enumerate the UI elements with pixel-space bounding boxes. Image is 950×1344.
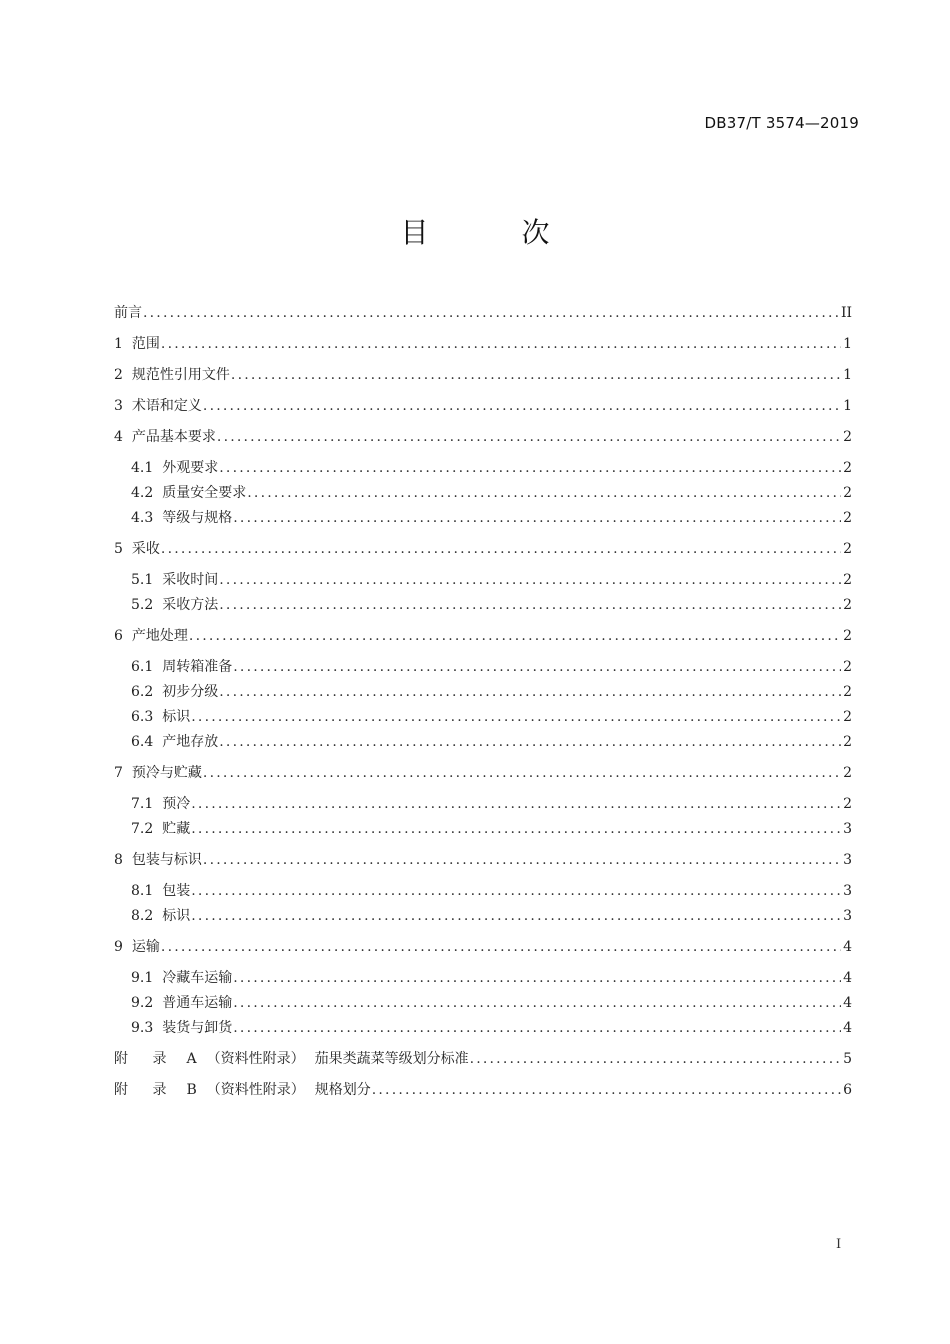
toc-entry-label: 预冷 <box>162 796 191 812</box>
toc-entry-label: 术语和定义 <box>131 398 202 414</box>
toc-entry-page: 1 <box>843 367 852 383</box>
toc-entry-page: 1 <box>843 398 852 414</box>
toc-entry-8-2[interactable] <box>131 906 852 926</box>
dot-leader <box>231 365 841 385</box>
annex-title: 规格划分 <box>314 1082 371 1098</box>
page-number: I <box>836 1237 842 1252</box>
toc-entry-page: 2 <box>843 659 852 675</box>
annex-label: 附 录 <box>114 1051 177 1067</box>
toc-entry-4[interactable] <box>114 427 852 447</box>
toc-entry-page: 2 <box>843 510 852 526</box>
dot-leader <box>233 1018 841 1038</box>
document-number: DB37/T 3574—2019 <box>704 114 859 132</box>
dot-leader <box>219 732 841 752</box>
toc-entry-7-2[interactable] <box>131 819 852 839</box>
toc-entry-4-2[interactable] <box>131 483 852 503</box>
dot-leader <box>191 906 841 926</box>
annex-note: （资料性附录） <box>206 1082 305 1098</box>
toc-entry-number: 7.1 <box>131 796 154 812</box>
toc-entry-number: 9.3 <box>131 1020 154 1036</box>
annex-title: 茄果类蔬菜等级划分标准 <box>314 1051 469 1067</box>
toc-entry-number: 5 <box>114 541 123 557</box>
toc-entry-9-3[interactable] <box>131 1018 852 1038</box>
toc-entry-page: 2 <box>843 541 852 557</box>
toc-entry-label: 产品基本要求 <box>131 429 216 445</box>
toc-entry-page: 2 <box>843 460 852 476</box>
toc-entry-3[interactable] <box>114 396 852 416</box>
toc-entry-5-1[interactable] <box>131 570 852 590</box>
dot-leader <box>161 539 841 559</box>
toc-entry-label: 外观要求 <box>162 460 219 476</box>
toc-entry-label: 装货与卸货 <box>162 1020 233 1036</box>
toc-entry-6[interactable] <box>114 626 852 646</box>
toc-entry-page: 2 <box>843 709 852 725</box>
toc-entry-label: 质量安全要求 <box>162 485 247 501</box>
toc-entry-page: 3 <box>843 908 852 924</box>
dot-leader <box>161 937 841 957</box>
toc-entry-number: 5.1 <box>131 572 154 588</box>
dot-leader <box>203 396 841 416</box>
dot-leader <box>233 508 841 528</box>
toc-entry-label: 初步分级 <box>162 684 219 700</box>
toc-entry-page: 3 <box>843 883 852 899</box>
dot-leader <box>217 427 841 447</box>
toc-entry-number: 4.1 <box>131 460 154 476</box>
toc-entry-label: 预冷与贮藏 <box>131 765 202 781</box>
toc-entry-label: 规范性引用文件 <box>131 367 230 383</box>
dot-leader <box>233 657 841 677</box>
toc-entry-number: 6.4 <box>131 734 154 750</box>
toc-entry-number: 6.1 <box>131 659 154 675</box>
toc-entry-page: 4 <box>843 1020 852 1036</box>
toc-entry-number: 9.1 <box>131 970 154 986</box>
toc-entry-label: 产地处理 <box>131 628 188 644</box>
toc-entry-6-2[interactable] <box>131 682 852 702</box>
toc-entry-number: 6 <box>114 628 123 644</box>
toc-entry-1[interactable] <box>114 334 852 354</box>
toc-entry-page: 5 <box>843 1051 852 1067</box>
annex-letter: A <box>186 1051 197 1067</box>
toc-entry-8[interactable] <box>114 850 852 870</box>
page-title: 目 次 <box>400 216 592 249</box>
dot-leader <box>219 570 841 590</box>
toc-entry-number: 4.2 <box>131 485 154 501</box>
toc-entry-page: 2 <box>843 796 852 812</box>
dot-leader <box>203 850 841 870</box>
toc-entry-2[interactable] <box>114 365 852 385</box>
dot-leader <box>247 483 841 503</box>
toc-entry-page: 2 <box>843 765 852 781</box>
toc-entry-page: 2 <box>843 572 852 588</box>
toc-entry-label: 标识 <box>162 908 191 924</box>
toc-entry-number: 7.2 <box>131 821 154 837</box>
toc-entry-label: 采收方法 <box>162 597 219 613</box>
dot-leader <box>372 1080 841 1100</box>
toc-entry-number: 8 <box>114 852 123 868</box>
toc-entry-number: 7 <box>114 765 123 781</box>
toc-entry-page: 2 <box>843 684 852 700</box>
dot-leader <box>219 595 841 615</box>
toc-entry-label: 包装与标识 <box>131 852 202 868</box>
dot-leader <box>233 993 841 1013</box>
toc-entry-number: 4 <box>114 429 123 445</box>
toc-entry-number: 6.2 <box>131 684 154 700</box>
toc-entry-page: 2 <box>843 429 852 445</box>
dot-leader <box>189 626 841 646</box>
toc-entry-label: 冷藏车运输 <box>162 970 233 986</box>
dot-leader <box>219 682 841 702</box>
toc-entry-9-2[interactable] <box>131 993 852 1013</box>
toc-entry-4-3[interactable] <box>131 508 852 528</box>
toc-entry-5[interactable] <box>114 539 852 559</box>
toc-entry-number: 8.2 <box>131 908 154 924</box>
toc-entry-page: 3 <box>843 821 852 837</box>
toc-entry-6-3[interactable] <box>131 707 852 727</box>
toc-entry-page: 4 <box>843 995 852 1011</box>
toc-entry-5-2[interactable] <box>131 595 852 615</box>
toc-entry-number: 8.1 <box>131 883 154 899</box>
toc-entry-label: 前言 <box>114 305 142 321</box>
dot-leader <box>191 881 841 901</box>
toc-entry-number: 5.2 <box>131 597 154 613</box>
dot-leader <box>191 707 841 727</box>
toc-entry-label: 包装 <box>162 883 191 899</box>
toc-entry-label: 普通车运输 <box>162 995 233 1011</box>
annex-label: 附 录 <box>114 1082 177 1098</box>
toc-entry-7[interactable] <box>114 763 852 783</box>
toc-entry-page: 2 <box>843 597 852 613</box>
toc-entry-label: 标识 <box>162 709 191 725</box>
toc-entry-6-1[interactable] <box>131 657 852 677</box>
dot-leader <box>219 458 841 478</box>
toc-entry-page: 2 <box>843 734 852 750</box>
toc-entry-number: 9.2 <box>131 995 154 1011</box>
toc-entry-label: 产地存放 <box>162 734 219 750</box>
toc-entry-page: 4 <box>843 939 852 955</box>
toc-entry-page: II <box>840 305 852 321</box>
toc-entry-9[interactable] <box>114 937 852 957</box>
toc-entry-page: 2 <box>843 628 852 644</box>
dot-leader <box>233 968 841 988</box>
dot-leader <box>161 334 841 354</box>
toc-entry-page: 4 <box>843 970 852 986</box>
toc-entry-annex-b[interactable] <box>114 1080 852 1100</box>
toc-entry-8-1[interactable] <box>131 881 852 901</box>
toc-entry-number: 3 <box>114 398 123 414</box>
annex-note: （资料性附录） <box>206 1051 305 1067</box>
toc-entry-page: 2 <box>843 485 852 501</box>
toc-entry-label: 周转箱准备 <box>162 659 233 675</box>
toc-entry-number: 2 <box>114 367 123 383</box>
toc-entry-page: 6 <box>843 1082 852 1098</box>
toc-entry-annex-a[interactable] <box>114 1049 852 1069</box>
toc-entry-number: 1 <box>114 336 123 352</box>
toc-entry-page: 3 <box>843 852 852 868</box>
toc-entry-page: 1 <box>843 336 852 352</box>
toc-entry-6-4[interactable] <box>131 732 852 752</box>
toc-entry-7-1[interactable] <box>131 794 852 814</box>
toc-entry-label: 等级与规格 <box>162 510 233 526</box>
toc-entry-number: 4.3 <box>131 510 154 526</box>
dot-leader <box>191 794 841 814</box>
toc-entry-label: 范围 <box>131 336 160 352</box>
toc-entry-label: 贮藏 <box>162 821 191 837</box>
dot-leader <box>143 303 839 323</box>
toc-entry-label: 运输 <box>131 939 160 955</box>
toc-entry-label: 采收时间 <box>162 572 219 588</box>
toc-entry-label: 采收 <box>131 541 160 557</box>
dot-leader <box>191 819 841 839</box>
dot-leader <box>203 763 841 783</box>
toc-entry-number: 9 <box>114 939 123 955</box>
dot-leader <box>470 1049 842 1069</box>
toc-entry-number: 6.3 <box>131 709 154 725</box>
toc-entry-foreword[interactable] <box>114 303 852 323</box>
annex-letter: B <box>186 1082 197 1098</box>
toc-entry-9-1[interactable] <box>131 968 852 988</box>
toc-entry-4-1[interactable] <box>131 458 852 478</box>
